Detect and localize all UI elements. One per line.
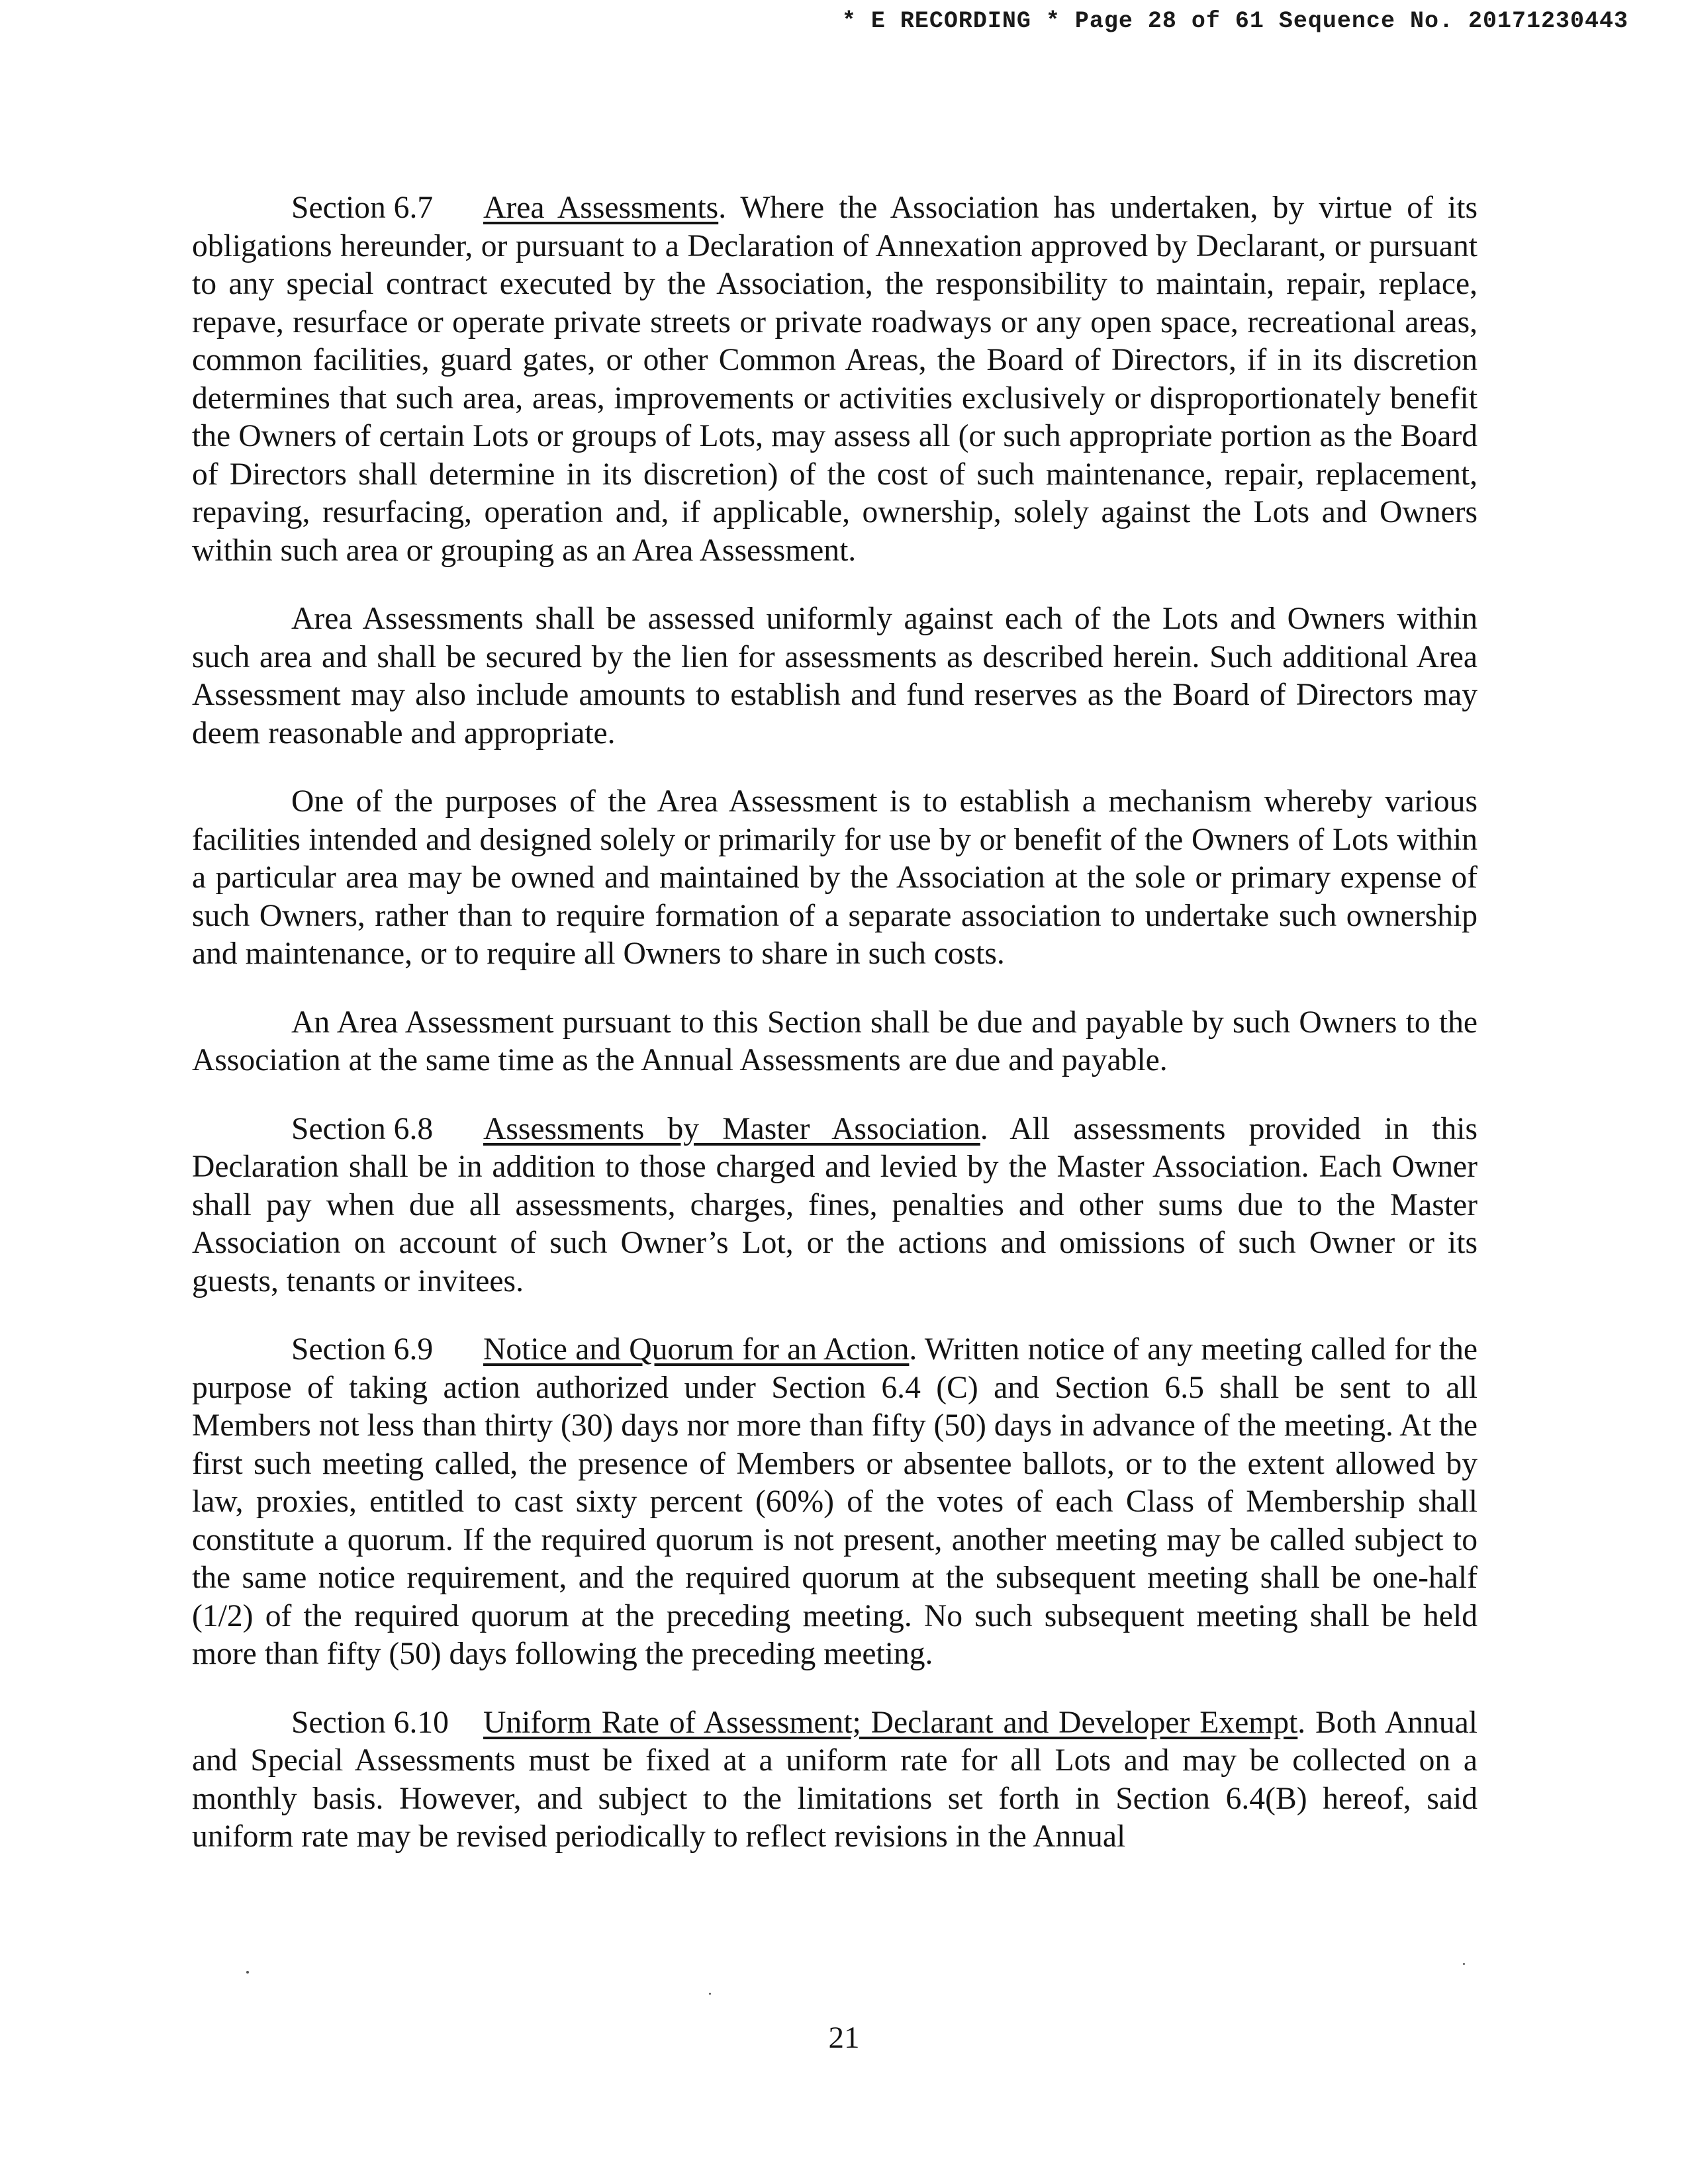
- section-text: . Where the Association has undertaken, by virtue of its obligations hereunder, or pursuant to a Declaration of Annexation approved by Declarant, or pursuant to any special contract executed by the Association, the responsibility to maintain, repair, replace, repave, resurface or operate private streets or private roadways or any open space, recreational areas, common facilities, guard gates, or other Common Areas, the Board of Directors, if in its discretion determines that such area, areas, improvements or activities exclusively or disproportionately benefit the Owners of certain Lots or groups of Lots, may assess all (or such appropriate portion as the Board of Directors shall determine in its discretion) of the cost of such maintenance, repair, replacement, repaving, resurfacing, operation and, if applicable, ownership, solely against the Lots and Owners within such area or grouping as an Area Assessment.: [192, 191, 1477, 568]
- area-assessment-paragraph-4: [192, 1004, 1477, 1080]
- section-number: Section 6.9: [291, 1332, 434, 1367]
- section-title: Notice and Quorum for an Action: [483, 1332, 910, 1367]
- area-assessment-paragraph-3: [192, 783, 1477, 974]
- recording-header: * E RECORDING * Page 28 of 61 Sequence No. 20171230443: [841, 8, 1628, 34]
- section-text: . All assessments provided in this Declaration shall be in addition to those charged and levied by the Master Association. Each Owner shall pay when due all assessments, charges, fines, penalties and other sums due to the Master Association on account of such Owner’s Lot, or the actions and omissions of such Owner or its guests, tenants or invitees.: [192, 1111, 1477, 1298]
- section-text: . Both Annual and Special Assessments must be fixed at a uniform rate for all Lots and may be collected on a monthly basis. However, and subject to the limitations set forth in Section 6.4(B) hereof, said uniform rate may be revised periodically to reflect revisions in the Annual: [192, 1705, 1477, 1854]
- paragraph-text: An Area Assessment pursuant to this Section shall be due and payable by such Owners to the Association at the same time as the Annual Assessments are due and payable.: [192, 1005, 1477, 1077]
- section-6-8-paragraph: [192, 1111, 1477, 1301]
- section-number: Section 6.7: [291, 191, 434, 225]
- document-body: [192, 189, 1477, 1856]
- area-assessment-paragraph-2: [192, 600, 1477, 752]
- paragraph-text: Area Assessments shall be assessed uniformly against each of the Lots and Owners within such area and shall be secured by the lien for assessments as described herein. Such additional Area Assessment may also include amounts to establish and fund reserves as the Board of Directors may deem reasonable and appropriate.: [192, 602, 1477, 751]
- scan-speck: [709, 1993, 711, 1995]
- section-number: Section 6.10: [291, 1705, 449, 1740]
- section-6-9-paragraph: [192, 1331, 1477, 1674]
- paragraph-text: One of the purposes of the Area Assessment is to establish a mechanism whereby various facilities intended and designed solely or primarily for use by or benefit of the Owners of Lots within a particular area may be owned and maintained by the Association at the sole or primary expense of such Owners, rather than to require formation of a separate association to undertake such ownership and maintenance, or to require all Owners to share in such costs.: [192, 784, 1477, 971]
- section-title: Uniform Rate of Assessment; Declarant and Developer Exempt: [483, 1705, 1298, 1740]
- section-6-10-paragraph: [192, 1704, 1477, 1856]
- section-title: Area Assessments: [483, 191, 719, 225]
- section-6-7-paragraph: [192, 189, 1477, 570]
- page-number: 21: [828, 2021, 860, 2055]
- section-text: . Written notice of any meeting called for the purpose of taking action authorized under Section 6.4 (C) and Section 6.5 shall be sent to all Members not less than thirty (30) days nor more than fifty (50) days in advance of the meeting. At the first such meeting called, the presence of Members or absentee ballots, or to the extent allowed by law, proxies, entitled to cast sixty percent (60%) of the votes of each Class of Membership shall constitute a quorum. If the required quorum is not present, another meeting may be called subject to the same notice requirement, and the required quorum at the subsequent meeting shall be one-half (1/2) of the required quorum at the preceding meeting. No such subsequent meeting shall be held more than fifty (50) days following the preceding meeting.: [192, 1332, 1478, 1671]
- section-title: Assessments by Master Association: [483, 1111, 980, 1146]
- section-number: Section 6.8: [291, 1111, 434, 1146]
- scan-speck: [1463, 1963, 1465, 1965]
- scan-speck: [246, 1971, 249, 1974]
